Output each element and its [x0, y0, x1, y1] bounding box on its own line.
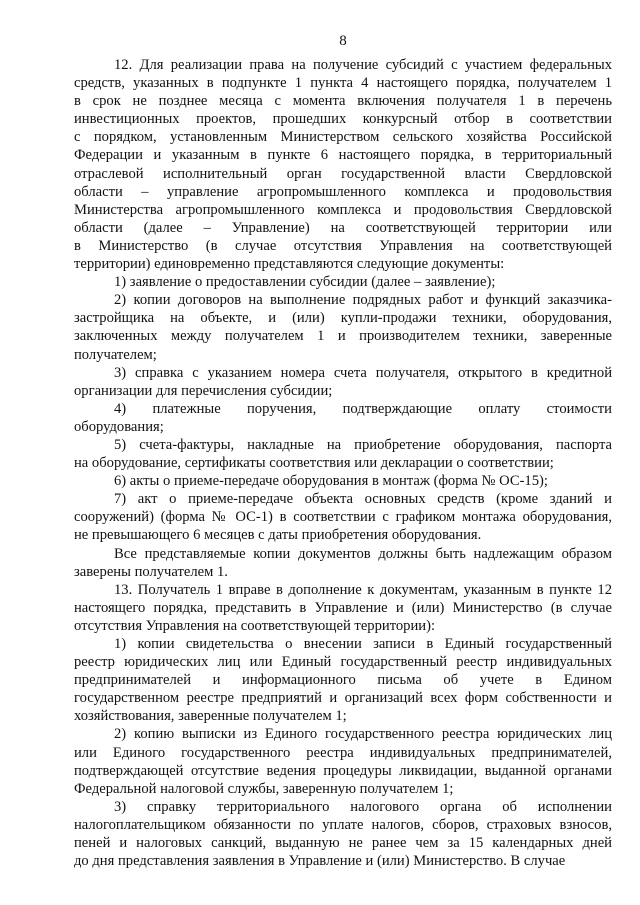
text-line: государственном реестре предприятий и организаций всех форм собственности и — [74, 690, 612, 707]
text-line: 7) акт о приеме-передаче объекта основных средств (кроме зданий и — [114, 491, 612, 508]
text-line: получателем; — [74, 346, 157, 363]
paragraph — [74, 581, 612, 635]
text-line: предпринимателей и информационного письма об учете в Едином — [74, 672, 612, 689]
text-line: области – управление агропромышленного комплекса и продовольствия — [74, 183, 612, 200]
text-line: пеней и налоговых санкций, выданную не ранее чем за 15 календарных дней — [74, 835, 612, 852]
text-line: заключенных между получателем 1 и производителем техники, заверенные — [74, 328, 612, 345]
paragraph — [74, 472, 612, 490]
text-line: налогоплательщиком обязанности по уплате налогов, сборов, страховых взносов, — [74, 816, 612, 833]
text-line: или Единого государственного реестра индивидуальных предпринимателей, — [74, 744, 612, 761]
text-line: застройщика на объекте, и (или) купли-продажи техники, оборудования, — [74, 310, 612, 327]
text-line: 5) счета-фактуры, накладные на приобретение оборудования, паспорта — [114, 436, 612, 453]
paragraph — [74, 725, 612, 797]
text-line: до дня представления заявления в Управление и (или) Министерство. В случае — [74, 853, 566, 870]
text-line: хозяйствования, заверенные получателем 1; — [74, 708, 347, 725]
paragraph — [74, 798, 612, 870]
paragraph — [74, 545, 612, 581]
text-line: 2) копию выписки из Единого государственного реестра юридических лиц — [114, 726, 612, 743]
text-line: сооружений) (форма № ОС-1) в соответствии с графиком монтажа оборудования, — [74, 509, 612, 526]
paragraph — [74, 291, 612, 363]
text-line: средств, указанных в подпункте 1 пункта 4 настоящего порядка, получателем 1 — [74, 75, 612, 92]
text-line: отраслевой исполнительный орган государственной власти Свердловской — [74, 165, 612, 182]
paragraph — [74, 364, 612, 400]
text-line: Министерства агропромышленного комплекса и продовольствия Свердловской — [74, 201, 612, 218]
text-line: организации для перечисления субсидии; — [74, 382, 333, 399]
text-line: инвестиционных проектов, прошедших конкурсный отбор в соответствии — [74, 111, 612, 128]
paragraph — [74, 490, 612, 544]
text-line: территории) единовременно представляются следующие документы: — [74, 256, 505, 273]
paragraph — [74, 273, 612, 291]
text-line: реестр юридических лиц или Единый государственный реестр индивидуальных — [74, 654, 612, 671]
document-body — [74, 56, 612, 870]
text-line: 2) копии договоров на выполнение подрядных работ и функций заказчика- — [114, 292, 612, 309]
text-line: 1) заявление о предоставлении субсидии (далее – заявление); — [114, 274, 496, 291]
paragraph — [74, 436, 612, 472]
text-line: настоящего порядка, представить в Управление и (или) Министерство (в случае — [74, 599, 612, 616]
paragraph — [74, 400, 612, 436]
text-line: 4) платежные поручения, подтверждающие оплату стоимости — [114, 400, 612, 417]
text-line: 13. Получатель 1 вправе в дополнение к документам, указанным в пункте 12 — [114, 581, 612, 598]
text-line: заверены получателем 1. — [74, 563, 228, 580]
text-line: отсутствия Управления на соответствующей территории): — [74, 617, 436, 634]
text-line: не превышающего 6 месяцев с даты приобретения оборудования. — [74, 527, 482, 544]
text-line: Федеральной налоговой службы, заверенную получателем 1; — [74, 780, 454, 797]
text-line: Федерации и указанным в пункте 6 настоящего порядка, в территориальный — [74, 147, 612, 164]
text-line: на оборудование, сертификаты соответствия или декларации о соответствии; — [74, 455, 554, 472]
text-line: 12. Для реализации права на получение субсидий с участием федеральных — [114, 57, 612, 73]
text-line: в срок не позднее месяца с момента включения получателя 1 в перечень — [74, 93, 612, 110]
text-line: области (далее – Управление) на соответствующей территории или — [74, 219, 612, 236]
text-line: 3) справка с указанием номера счета получателя, открытого в кредитной — [114, 364, 612, 381]
text-line: с порядком, установленным Министерством сельского хозяйства Российской — [74, 129, 612, 146]
text-line: 6) акты о приеме-передаче оборудования в монтаж (форма № ОС-15); — [114, 473, 548, 490]
text-line: 1) копии свидетельства о внесении записи в Единый государственный — [114, 636, 612, 652]
text-line: в Министерство (в случае отсутствия Управления на соответствующей — [74, 237, 612, 254]
text-line: оборудования; — [74, 418, 164, 435]
page-number: 8 — [339, 33, 347, 49]
text-line: подтверждающей отсутствие ведения процедуры ликвидации, выданной органами — [74, 762, 612, 779]
paragraph — [74, 56, 612, 273]
text-line: 3) справку территориального налогового органа об исполнении — [114, 798, 612, 815]
paragraph — [74, 635, 612, 725]
text-line: Все представляемые копии документов должны быть надлежащим образом — [114, 545, 612, 562]
